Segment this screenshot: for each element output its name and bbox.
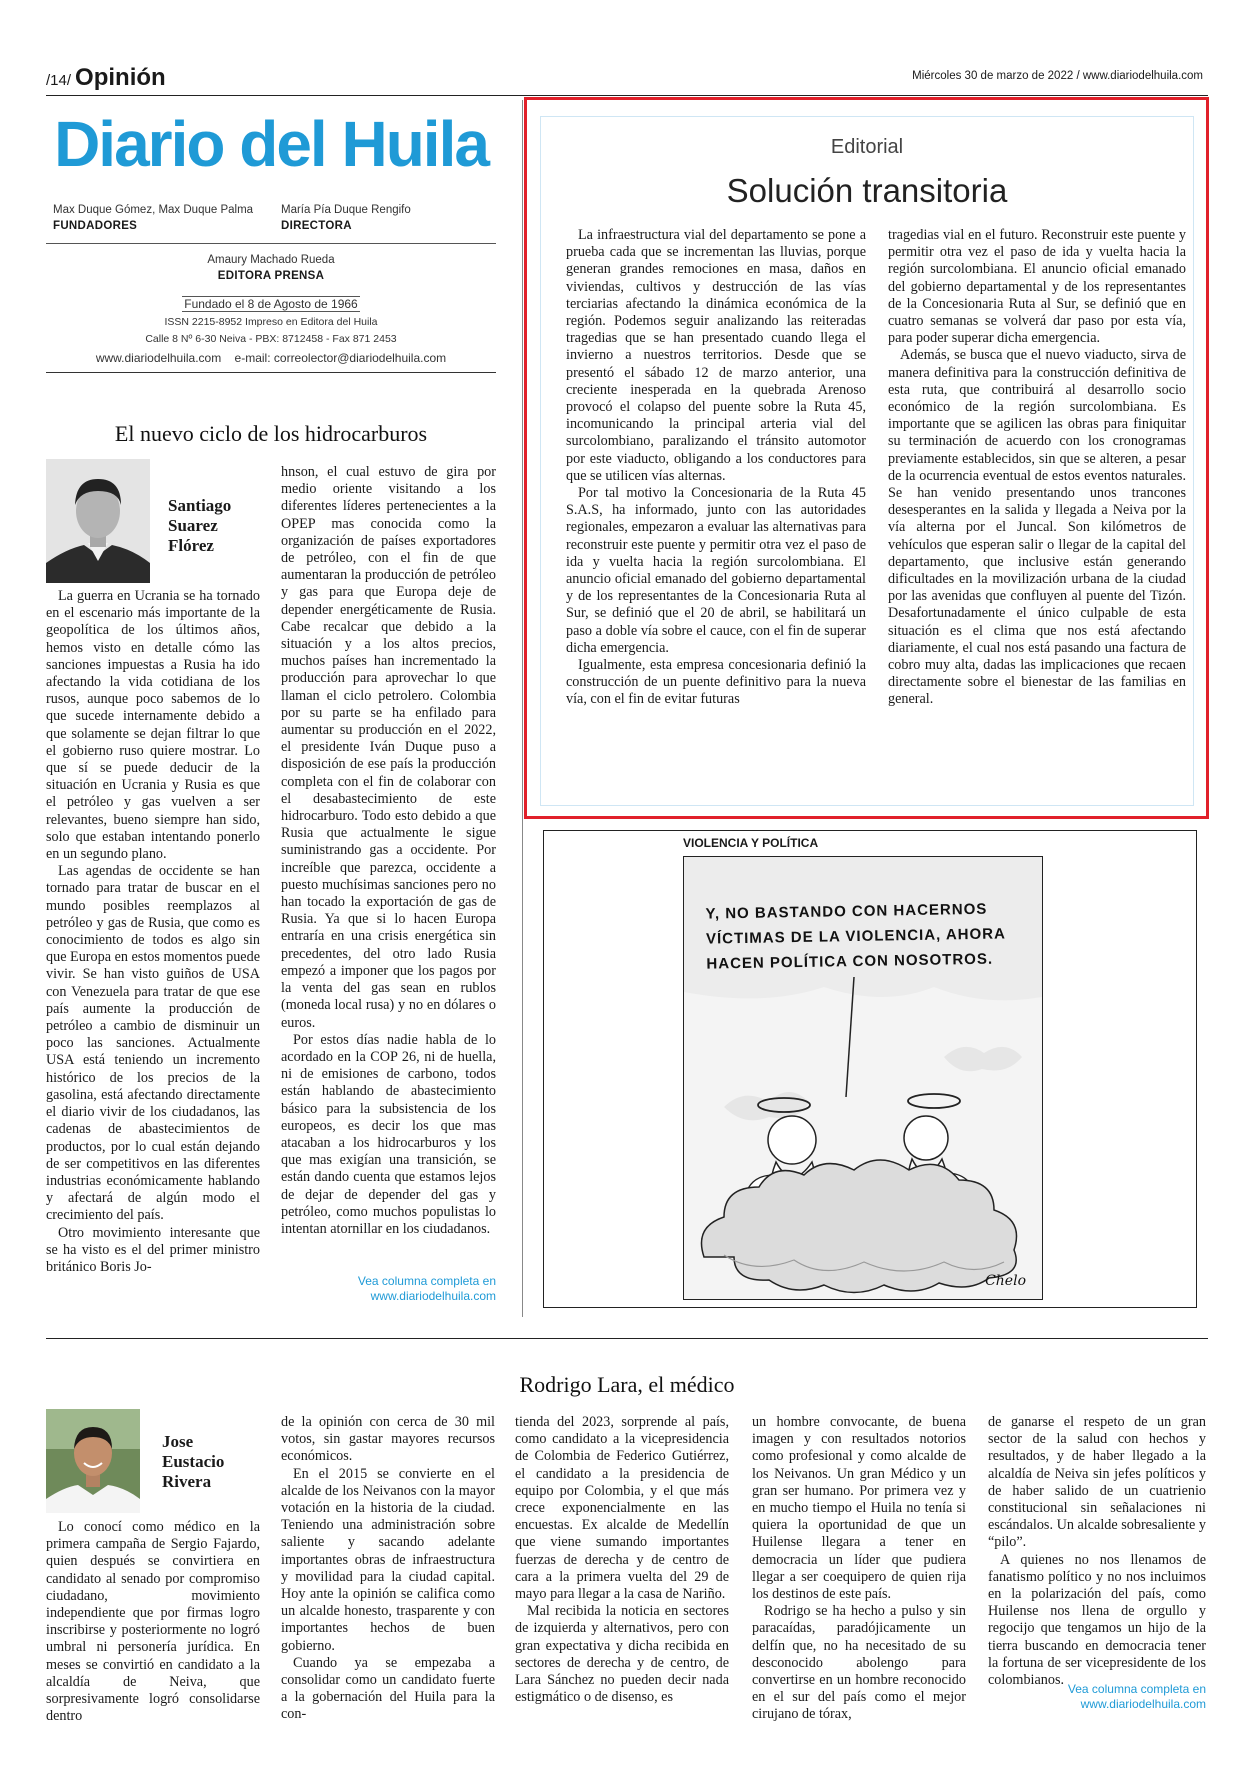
more-link-url[interactable]: www.diariodelhuila.com bbox=[1080, 1697, 1206, 1711]
speech-line: VÍCTIMAS DE LA VIOLENCIA, AHORA bbox=[705, 925, 1007, 948]
paragraph: Las agendas de occidente se han tornado para tratar de buscar en el mundo posibles reemplazos al petróleo y gas de Rusia, que como es conocimiento de todos es algo sin que Europa en estos momentos puede vivir. Se han visto guiños de USA con Venezuela para tratar de que ese país aumente la producción de petróleo a cambio de disminuir un poco las sanciones. Actualmente USA está teniendo un incremento histórico de los precios de la gasolina, está afectando directamente el diario vivir de los ciudadanos, las cadenas de abastecimientos de productos, por lo cual están dejando de ser competitivos en las diferentes industrias económicamente hablando y afectará de algún modo el crecimiento del país. bbox=[46, 863, 260, 1224]
director-label: DIRECTORA bbox=[281, 220, 352, 232]
author-last: Flórez bbox=[168, 536, 214, 555]
issn-line: ISSN 2215-8952 Impreso en Editora del Huila bbox=[164, 316, 378, 328]
more-link-text: Vea columna completa en bbox=[1067, 1682, 1206, 1696]
paragraph: un hombre convocante, de buena imagen y con resultados notorios como profesional y como alcalde de los Neivanos. Un gran Médico y un gran ser humano. Por primera vez y en mucho tiempo el Huila no tenía si quiera la oportunidad de que un Huilense llegara a tener en democracia un líder que pudiera llegar a ser coequipero de quien rija los destinos de este país. bbox=[752, 1414, 966, 1603]
paragraph: tienda del 2023, sorprende al país, como candidato a la vicepresidencia de Colombia de Federico Gutiérrez, el candidato a la presidencia de equipo por Colombia, y el que más crece exponencialmente en las encuestas. Ex alcalde de Medellín que viene sumando importantes fuerzas de derecha y de centro de cara a la primera vuelta del 29 de mayo para llegar a la casa de Nariño. bbox=[515, 1414, 729, 1603]
paragraph: Además, se busca que el nuevo viaducto, sirva de manera definitiva para la construcción definitiva de esta ruta, que contribuirá al desarrollo socio económico de la región surcolombiana. Es importante que se agilicen las obras para finiquitar su terminación de acuerdo con los cronogramas previamente establecidos, sin que se alteren, a pesar de la ocurrencia eventual de estos eventos naturales. Se han venido presentando unos trancones desesperantes en la salida y llegada a Neiva por la vía alterna por el Juncal. Son kilómetros de vehículos que esperan salir o llegar de la capital del departamento, que inclusive están generando dificultades en la movilización urbana de la ciudad por las avenidas que confluyen al puente del Tizón. Desafortunadamente el único culpable de esta situación es el clima que nos está afectando diariamente, el cual nos está pasando una factura de cobro muy alta, dadas las implicaciones que recaen directamente sobre el bienestar de las familias en general. bbox=[888, 347, 1186, 708]
cartoon-panel bbox=[683, 856, 1043, 1300]
paragraph: Mal recibida la noticia en sectores de izquierda y alternativos, pero con gran expectativa y dicha recibida en sectores de derecha y de centro, de Lara Sánchez no pueden decir nada estigmático o de disenso, es bbox=[515, 1603, 729, 1706]
column1-title: El nuevo ciclo de los hidrocarburos bbox=[114, 421, 428, 446]
editorial-headline: Solución transitoria bbox=[726, 172, 1008, 209]
editor-label: EDITORA PRENSA bbox=[217, 270, 325, 282]
paragraph: de la opinión con cerca de 30 mil votos, sin gastar mayores recursos económicos. bbox=[281, 1414, 495, 1465]
column2-text-e bbox=[988, 1414, 1206, 1689]
editor-name: Amaury Machado Rueda bbox=[207, 254, 335, 266]
section-rule bbox=[46, 1338, 1208, 1339]
paragraph: de ganarse el respeto de un gran sector de la salud con hechos y resultados, y de haber llegado a la alcaldía de Neiva sin jefes políticos y de haber salido de un cuatrienio constitucional sin señalaciones ni escándalos. Un alcalde sobresaliente y “pilo”. bbox=[988, 1414, 1206, 1551]
masthead-rule-1 bbox=[46, 243, 496, 244]
paragraph: Otro movimiento interesante que se ha visto es el del primer ministro británico Boris Jo- bbox=[46, 1224, 260, 1275]
address-line: Calle 8 Nº 6-30 Neiva - PBX: 8712458 - Fax 871 2453 bbox=[145, 333, 397, 345]
author-name-santiago bbox=[168, 496, 231, 556]
column2-more-link[interactable] bbox=[988, 1682, 1206, 1712]
paragraph: La infraestructura vial del departamento se pone a prueba cada que se incrementan las lluvias, porque generan grandes remociones en masa, daños en viviendas, cultivos y destrucción de las vías terciarias afectando la dinámica económica de la región. Podemos seguir analizando las reiteradas tragedias que se han presentado cuando llega el invierno a nuestros territorios. Desde que se presentó el sábado 12 de marzo anterior, una creciente inesperada en la quebrada Arenoso provocó el colapso del puente sobre la Ruta 45, incomunicando la principal arteria vial del surcolombiano, paralizando el tránsito automotor por este viaducto, obligando a los conductores para que se utilicen vías alternas. bbox=[566, 227, 866, 484]
cartoon-signature: Chelo bbox=[985, 1273, 1026, 1289]
paragraph: En el 2015 se convierte en el alcalde de los Neivanos con la mayor votación en la historia de la ciudad. Teniendo una administración sobre saliente y sacando adelante importantes obras de infraestructura y movilidad para la ciudad capital. Hoy ante la opinión se califica como un alcalde honesto, trasparente y con importantes hechos de buen gobierno. bbox=[281, 1465, 495, 1654]
web-email-line: www.diariodelhuila.com e-mail: correolector@diariodelhuila.com bbox=[95, 351, 447, 365]
cartoon-speech bbox=[705, 896, 1006, 976]
editorial-text-a bbox=[566, 227, 866, 709]
column2-text-b bbox=[281, 1414, 495, 1724]
column2-text-d bbox=[752, 1414, 966, 1724]
speech-line: Y, NO BASTANDO CON HACERNOS bbox=[705, 900, 988, 923]
paragraph: Igualmente, esta empresa concesionaria definió la construcción de un puente definitivo para la nueva vía, con el fin de evitar futuras bbox=[566, 657, 866, 708]
more-link-text: Vea columna completa en bbox=[357, 1274, 496, 1288]
masthead-rule-2 bbox=[46, 372, 496, 373]
speech-line: HACEN POLÍTICA CON NOSOTROS. bbox=[706, 950, 994, 973]
director-name: María Pía Duque Rengifo bbox=[281, 204, 411, 216]
column1-text-b bbox=[281, 464, 496, 1238]
founded-text: Fundado el 8 de Agosto de 1966 bbox=[184, 297, 358, 311]
paragraph: hnson, el cual estuvo de gira por medio oriente visitando a los diferentes líderes pertenecientes a la OPEP mas conocida como la organización de países exportadores de petróleo, con el fin de que aumentaran la producción de petróleo y gas para que Europa deje de depender energéticamente de Rusia. Cabe recalcar que debido a la situación y a los altos precios, muchos países han incrementado la producción para aprovechar lo que llaman el ciclo petrolero. Colombia por su parte se ha enfilado para aumentar su producción en el 2022, el presidente Iván Duque puso a disposición de ese país la producción completa con el fin de colaborar con el desabastecimiento de este hidrocarburo. Todo esto debido a que Rusia que actualmente le sigue suministrando gas a occidente. Por increíble que parezca, occidente a puesto muchísimas sanciones pero no han tocado la exportación de gas de Rusia. Ya que si lo hacen Europa entraría en una crisis energética sin precedentes, del otro lado Rusia empezó a imponer que los pagos por la venta del gas sean en rublos (moneda local rusa) y no en dólares o euros. bbox=[281, 464, 496, 1031]
author-name-jose bbox=[162, 1432, 224, 1492]
editorial-kicker: Editorial bbox=[830, 136, 904, 158]
header-rule bbox=[46, 95, 1208, 96]
author-first: Jose bbox=[162, 1432, 194, 1451]
founders-label: FUNDADORES bbox=[53, 220, 138, 232]
editorial-text-b bbox=[888, 227, 1186, 709]
founded-date bbox=[46, 296, 496, 312]
column2-text-c bbox=[515, 1414, 729, 1706]
paragraph: A quienes no nos llenamos de fanatismo político y no nos incluimos en la polarización del país, como Huilense nos llena de orgullo y regocijo que tengamos un hijo de la tierra buscando en democracia tener la fortuna de ser vicepresidente de los colombianos. bbox=[988, 1551, 1206, 1689]
column1-text-a bbox=[46, 588, 260, 1276]
author-photo-icon bbox=[46, 1409, 140, 1513]
date-line: Miércoles 30 de marzo de 2022 / www.diariodelhuila.com bbox=[912, 70, 1203, 82]
paragraph: Por tal motivo la Concesionaria de la Ruta 45 S.A.S, ha informado, junto con las autoridades regionales, empezaron a evaluar las alternativas para reconstruir este puente y permitir otra vez el paso de ida y vuelta hacia la región surcolombiana. El anuncio oficial emanado del gobierno departamental y de los representantes de la Concesionaria Ruta al Sur, se definió que el 20 de abril, se habilitará un paso a doble vía sobre el cauce, con el fin de superar dicha emergencia. bbox=[566, 485, 866, 656]
cartoon-label: VIOLENCIA Y POLÍTICA bbox=[683, 836, 819, 850]
author-photo-jose bbox=[46, 1409, 140, 1513]
author-middle: Suarez bbox=[168, 516, 218, 535]
author-photo-icon bbox=[46, 459, 150, 583]
paragraph: tragedias vial en el futuro. Reconstruir este puente y permitir otra vez el paso de ida y vuelta hacia la región surcolombiana. El anuncio oficial emanado del gobierno departamental y de los representantes de la Concesionaria Ruta al Sur, se definió que en cuatro semanas se volverá dar paso por esta vía, para poder superar dicha emergencia. bbox=[888, 227, 1186, 347]
paragraph: Cuando ya se empezaba a consolidar como un candidato fuerte a la gobernación del Huila para la con- bbox=[281, 1654, 495, 1723]
founders-names: Max Duque Gómez, Max Duque Palma bbox=[53, 204, 254, 216]
author-photo-santiago bbox=[46, 459, 150, 583]
page-number: /14/ bbox=[46, 72, 72, 89]
author-middle: Eustacio bbox=[162, 1452, 225, 1471]
author-last: Rivera bbox=[162, 1472, 212, 1491]
column2-title: Rodrigo Lara, el médico bbox=[519, 1372, 735, 1397]
column-divider-vertical bbox=[522, 100, 523, 1317]
column2-text-a bbox=[46, 1519, 260, 1725]
page-header-left bbox=[46, 64, 166, 92]
section-title: Opinión bbox=[75, 64, 166, 91]
paragraph: La guerra en Ucrania se ha tornado en el escenario más importante de la geopolítica de los últimos años, hemos visto en detalle cómo las sanciones impuestas a Rusia ha ido afectando la vida cotidiana de los rusos, aunque poco sabemos de lo que sucede internamente debido a que solamente se dejan filtrar lo que el gobierno ruso quiere mostrar. Lo que sí se puede deducir de la situación en Ucrania y Rusia es que el petróleo y gas vuelven a ser relevantes, bueno siempre han sido, solo que estaban intentando ponerlo en un segundo plano. bbox=[46, 588, 260, 863]
column1-more-link[interactable] bbox=[281, 1274, 496, 1304]
author-first: Santiago bbox=[168, 496, 232, 515]
more-link-url[interactable]: www.diariodelhuila.com bbox=[370, 1289, 496, 1303]
paragraph: Lo conocí como médico en la primera campaña de Sergio Fajardo, quien después se convirtiera en candidato al senado por compromiso ciudadano, movimiento independiente que por firmas logro inscribirse y posteriormente no logró umbral ni personería jurídica. En meses se convirtió en candidato a la alcaldía de Neiva, que sorpresivamente logró consolidarse dentro bbox=[46, 1519, 260, 1725]
masthead-logo: Diario del Huila bbox=[54, 108, 488, 180]
paragraph: Rodrigo se ha hecho a pulso y sin paracaídas, paradójicamente un delfín que, no ha necesitado de su desconocido abolengo para convertirse en un hombre reconocido en el sur del país como el mejor cirujano de tórax, bbox=[752, 1603, 966, 1723]
paragraph: Por estos días nadie habla de lo acordado en la COP 26, ni de huella, ni de emisiones de carbono, todos están hablando de abastecimiento básico para la subsistencia de los europeos, es decir los que mas atacaban a los hidrocarburos y los que mas exigían una transición, se están dando cuenta que estamos lejos de dejar de depender del gas y petróleo, como muchos populistas lo intentan atornillar en los ciudadanos. bbox=[281, 1031, 496, 1237]
